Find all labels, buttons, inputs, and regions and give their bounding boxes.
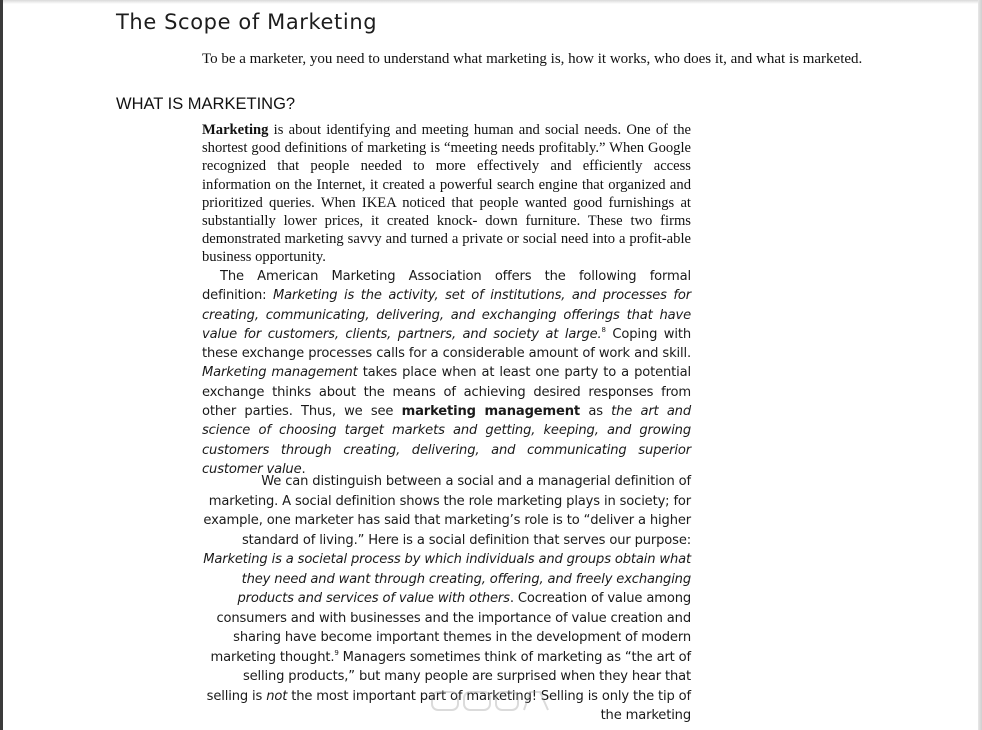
watermark-logo-icon bbox=[430, 686, 550, 714]
paragraph-text: as bbox=[580, 404, 612, 420]
scrollbar-track[interactable] bbox=[978, 0, 982, 730]
page-top-shadow bbox=[0, 0, 982, 4]
term-marketing: Marketing bbox=[202, 122, 269, 138]
paragraph-text: the most important part of marketing! Selling is only the tip of the marketing bbox=[287, 688, 691, 723]
paragraph-text: takes place when at least one party to a potential exchange thinks about the means of achieving desired responses from other parties. Thus, we see bbox=[202, 365, 691, 420]
paragraph-text: is about identifying and meeting human and social needs. One of the shortest good definitions of marketing is “meeting needs profitably.” When Google recognized that people needed to more effectively and efficiently access information on the Internet, it created a powerful search engine that organized and prioritized queries. When IKEA noticed that people wanted good furnishings at substantially lower prices, it created knock- down furniture. These two firms demonstrated marketing savvy and turned a private or social need into a profit-able business opportunity. bbox=[202, 122, 691, 266]
footnote-ref[interactable]: 9 bbox=[334, 648, 339, 657]
social-definition: Marketing is a societal process by which individuals and groups obtain what they need and want through creating, offering, and freely exchanging products and services of value with others bbox=[203, 552, 691, 606]
section-heading: WHAT IS MARKETING? bbox=[116, 95, 296, 113]
term-marketing-management-bold: marketing management bbox=[401, 404, 581, 420]
emphasis-not: not bbox=[266, 688, 288, 704]
paragraph-text: Coping with these exchange processes calls for a considerable amount of work and skill. bbox=[202, 326, 691, 362]
paragraph-text: Managers sometimes think of marketing as “the art of selling products,” but many people are surprised when they hear that selling is bbox=[206, 649, 691, 704]
footnote-ref[interactable]: 8 bbox=[601, 325, 606, 334]
paragraph-marketing-definition bbox=[202, 121, 691, 267]
page-title: The Scope of Marketing bbox=[116, 10, 378, 34]
paragraph-ama-definition bbox=[202, 267, 691, 479]
ama-definition: Marketing is the activity, set of institutions, and processes for creating, communicating, delivering, and exchanging offerings that have value for customers, clients, partners, and society at large. bbox=[202, 288, 691, 342]
page-left-edge bbox=[0, 0, 3, 730]
paragraph-text: We can distinguish between a social and a managerial definition of marketing. A social definition shows the role marketing plays in society; for example, one marketer has said that marketing’s role is to “deliver a higher standard of living.” Here is a social definition that serves our purpose: bbox=[203, 474, 691, 548]
term-marketing-management: Marketing management bbox=[202, 365, 358, 381]
paragraph-text: . Cocreation of value among consumers and with businesses and the importance of value creation and sharing have become important themes in the development of modern marketing thought. bbox=[210, 591, 691, 665]
intro-paragraph: To be a marketer, you need to understand what marketing is, how it works, who does it, and what is marketed. bbox=[202, 51, 863, 67]
marketing-management-definition: the art and science of choosing target markets and getting, keeping, and growing customers through creating, delivering, and communicating superior customer value bbox=[202, 404, 691, 477]
paragraph-text: . bbox=[301, 461, 306, 477]
paragraph-text: The American Marketing Association offers the following formal definition: bbox=[202, 269, 691, 304]
